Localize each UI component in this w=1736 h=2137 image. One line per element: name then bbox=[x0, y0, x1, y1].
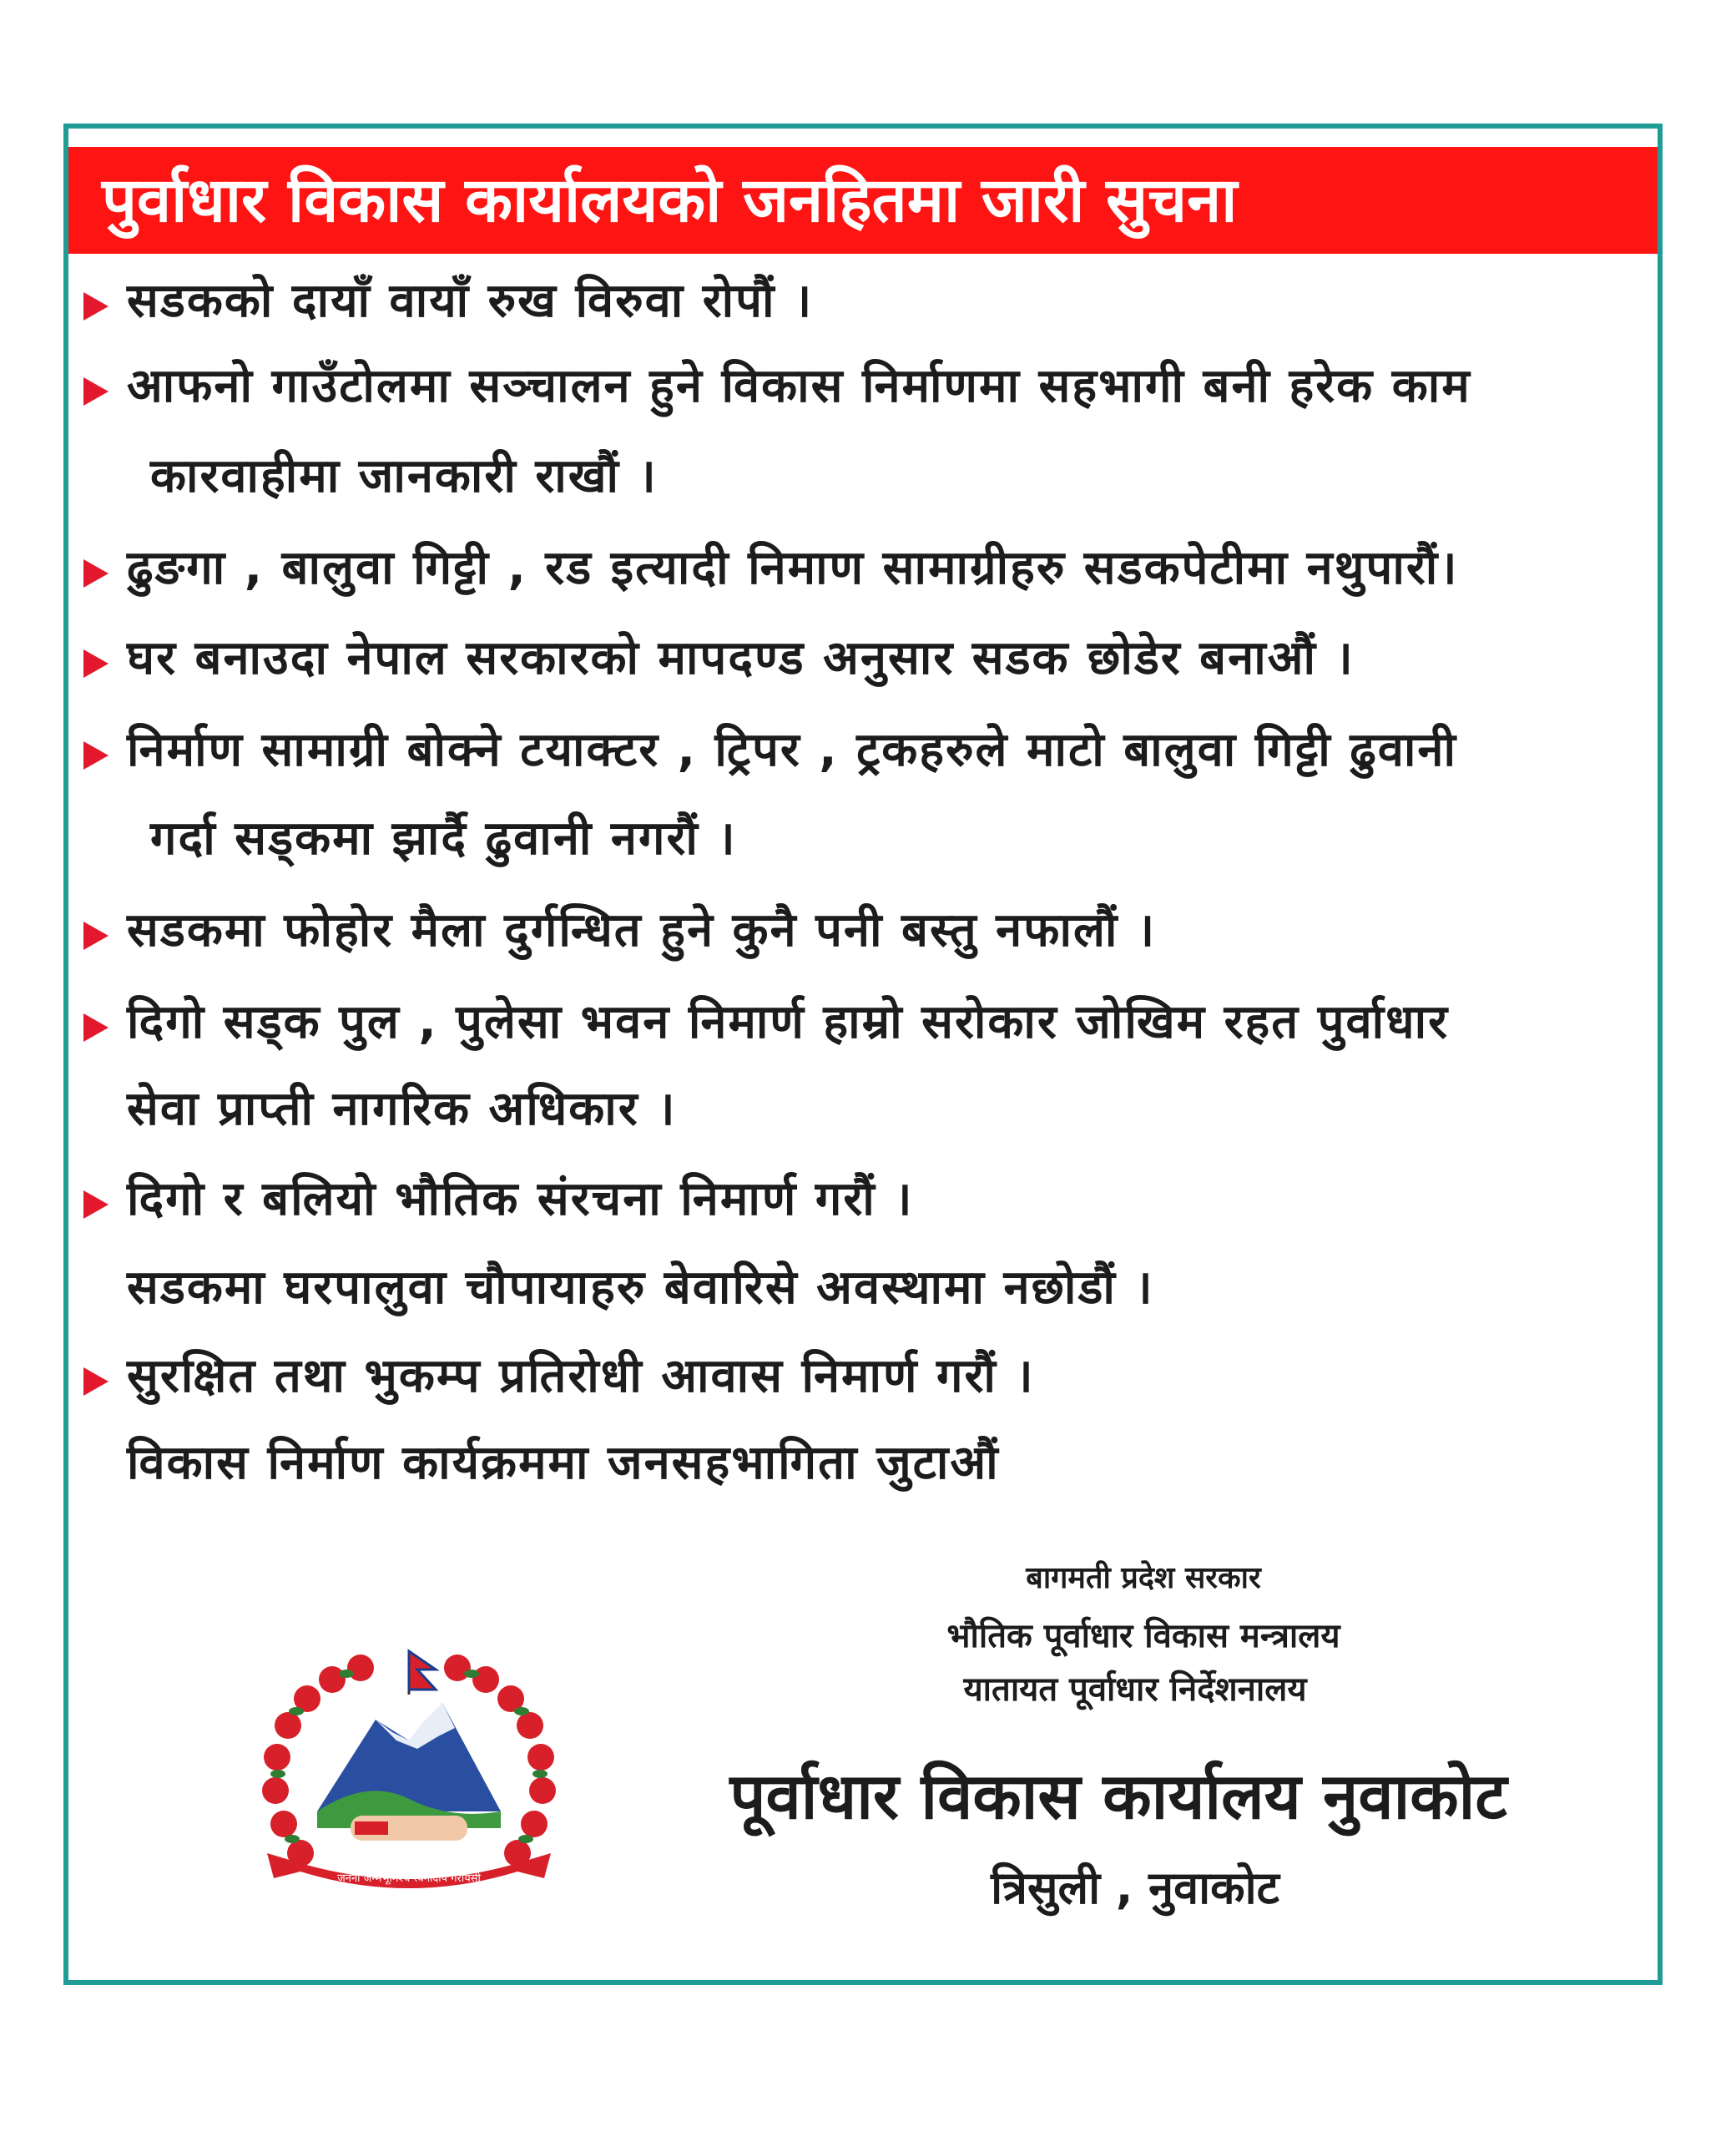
bullet-icon bbox=[83, 1190, 108, 1219]
office-name: पूर्वाधार विकास कार्यालय नुवाकोट bbox=[729, 1759, 1507, 1833]
bullet-icon bbox=[83, 922, 108, 950]
office-line-3: यातायत पूर्वाधार निर्देशनालय bbox=[963, 1670, 1307, 1709]
office-address: त्रिसुली , नुवाकोट bbox=[991, 1862, 1279, 1914]
office-line-2: भौतिक पूर्वाधार विकास मन्त्रालय bbox=[946, 1616, 1340, 1655]
bullet-icon bbox=[83, 377, 108, 406]
bullet-icon bbox=[83, 1367, 108, 1396]
bullet-icon bbox=[83, 559, 108, 588]
office-line-1: बागमती प्रदेश सरकार bbox=[1026, 1560, 1261, 1595]
nepal-emblem-icon bbox=[250, 1644, 568, 1895]
bullet-icon bbox=[83, 1013, 108, 1042]
bullet-icon bbox=[83, 741, 108, 770]
bullet-icon bbox=[83, 292, 108, 321]
notice-title: पुर्वाधार विकास कार्यालयको जनहितमा जारी सुचना bbox=[68, 147, 1658, 254]
bullet-icon bbox=[83, 649, 108, 678]
emblem-motto: जननी जन्मभूमिश्च स्वर्गादपि गरीयसी bbox=[337, 1872, 481, 1885]
